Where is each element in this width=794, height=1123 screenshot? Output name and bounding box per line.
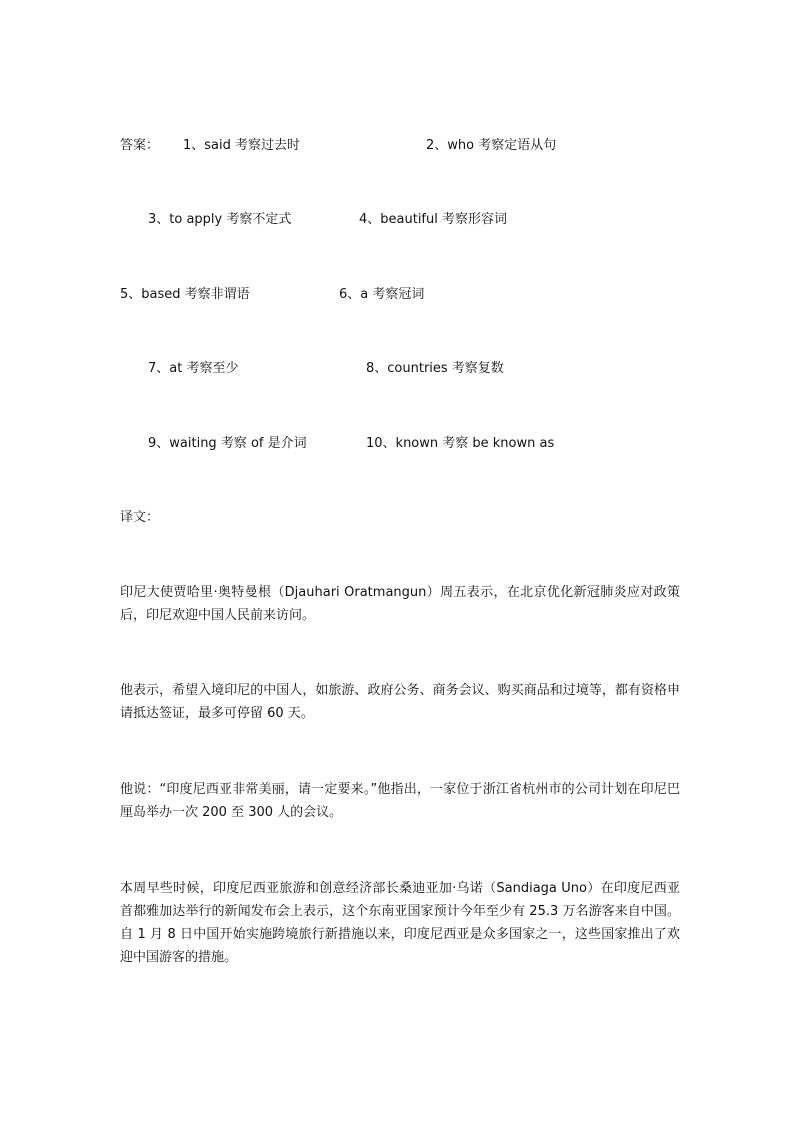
answer-item-1: 1、said 考察过去时 xyxy=(183,138,301,153)
answer-item-5: 5、based 考察非谓语 xyxy=(120,287,250,302)
answers-label: 答案： xyxy=(120,138,160,153)
answer-item-7: 7、at 考察至少 xyxy=(148,361,239,376)
answer-item-9: 9、waiting 考察 of 是介词 xyxy=(148,436,307,451)
translation-paragraph-1: 印尼大使贾哈里·奥特曼根（Djauhari Oratmangun）周五表示，在北京优化新冠肺炎应对政策后，印尼欢迎中国人民前来访问。 xyxy=(120,585,680,623)
translation-paragraph-2: 他表示，希望入境印尼的中国人，如旅游、政府公务、商务会议、购买商品和过境等，都有资格申请抵达签证，最多可停留 60 天。 xyxy=(120,683,680,721)
translation-paragraph-3: 他说：“印度尼西亚非常美丽，请一定要来。”他指出，一家位于浙江省杭州市的公司计划在印尼巴厘岛举办一次 200 至 300 人的会议。 xyxy=(120,782,680,820)
translation-label: 译文： xyxy=(120,510,160,525)
answer-item-2: 2、who 考察定语从句 xyxy=(426,138,557,153)
answer-item-4: 4、beautiful 考察形容词 xyxy=(359,212,507,227)
answer-item-3: 3、to apply 考察不定式 xyxy=(148,212,292,227)
translation-paragraph-4: 本周早些时候，印度尼西亚旅游和创意经济部长桑迪亚加·乌诺（Sandiaga Uno）在印度尼西亚首都雅加达举行的新闻发布会上表示，这个东南亚国家预计今年至少有 25.3 万名游客来自中国。自 1 月 8 日中国开始实施跨境旅行新措施以来，印度尼西亚是众多国家之一，这些国家推出了欢迎中国游客的措施。 xyxy=(120,881,680,965)
answer-item-8: 8、countries 考察复数 xyxy=(366,361,504,376)
answer-item-6: 6、a 考察冠词 xyxy=(339,287,425,302)
answer-item-10: 10、known 考察 be known as xyxy=(366,436,555,451)
